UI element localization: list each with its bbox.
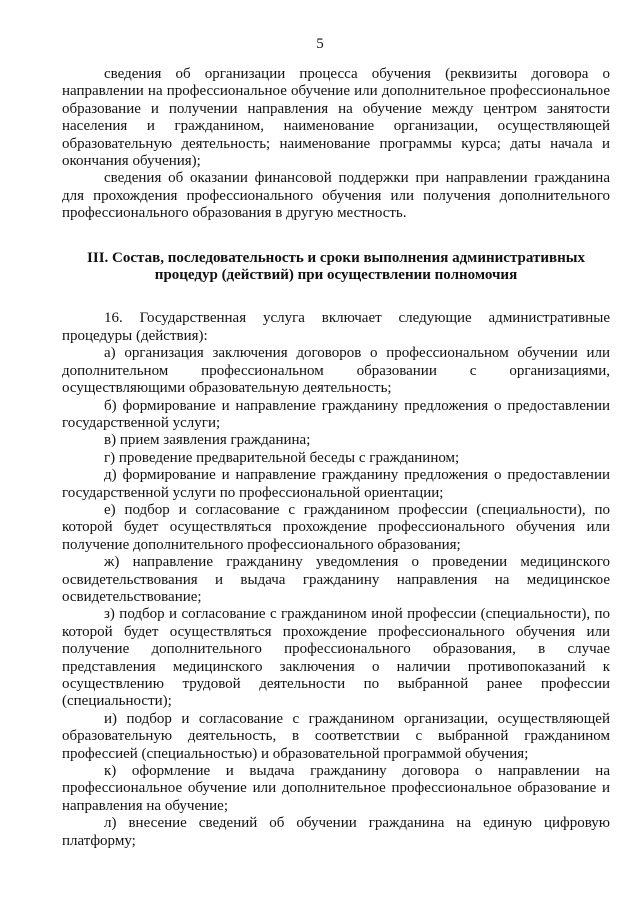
list-item-zh: ж) направление гражданину уведомления о проведении медицинского освидетельствования и выдача гражданину направления на медицинское освидетельствование;	[62, 554, 610, 605]
document-body	[62, 66, 610, 850]
list-item-g: г) проведение предварительной беседы с гражданином;	[104, 449, 460, 466]
list-item-k: к) оформление и выдача гражданину договора о направлении на профессиональное обучение или дополнительное профессиональное образование и направления на обучение;	[62, 763, 610, 814]
list-item-a: а) организация заключения договоров о профессиональном обучении или дополнительном профессиональном образовании с организациями, осуществляющими образовательную деятельность;	[62, 345, 610, 397]
list-item-v: в) прием заявления гражданина;	[104, 432, 311, 449]
section-heading-line-1: III. Состав, последовательность и сроки выполнения административных	[87, 249, 585, 266]
list-item-b: б) формирование и направление гражданину предложения о предоставлении государственной услуги;	[62, 397, 610, 431]
section-heading-line-2: процедур (действий) при осуществлении полномочия	[154, 267, 518, 284]
list-item-d: д) формирование и направление гражданину предложения о предоставлении государственной услуги по профессиональной ориентации;	[62, 467, 610, 501]
list-item-z: з) подбор и согласование с гражданином иной профессии (специальности), по которой будет осуществляться прохождение профессионального обучения или получение дополнительного профессионального образования, в случае представления медицинского заключения о наличии противопоказаний к осуществлению трудовой деятельности по выбранной ранее профессии (специальности);	[62, 606, 610, 710]
paragraph-financial-support: сведения об оказании финансовой поддержки при направлении гражданина для прохождения профессионального обучения или получения дополнительного профессионального образования в другую местность.	[62, 170, 610, 222]
paragraph-org-info: сведения об организации процесса обучения (реквизиты договора о направлении на профессиональное обучение или дополнительное профессиональное образование и получении направления на обучение между центром занятости населения и гражданином, наименование организации, осуществляющей образовательную деятельность; наименование программы курса; даты начала и окончания обучения);	[62, 66, 610, 170]
page-number: 5	[316, 36, 324, 52]
section-heading	[62, 250, 610, 285]
list-item-l: л) внесение сведений об обучении гражданина на единую цифровую платформу;	[62, 815, 610, 849]
list-item-i: и) подбор и согласование с гражданином организации, осуществляющей образовательную деятельность, в соответствии с выбранной гражданином профессией (специальностью) и образовательной программой обучения;	[62, 710, 610, 762]
list-item-e: е) подбор и согласование с гражданином профессии (специальности), по которой будет осуществляться прохождение профессионального обучения или получение дополнительного профессионального образования;	[62, 501, 610, 553]
paragraph-16: 16. Государственная услуга включает следующие административные процедуры (действия):	[62, 310, 610, 344]
